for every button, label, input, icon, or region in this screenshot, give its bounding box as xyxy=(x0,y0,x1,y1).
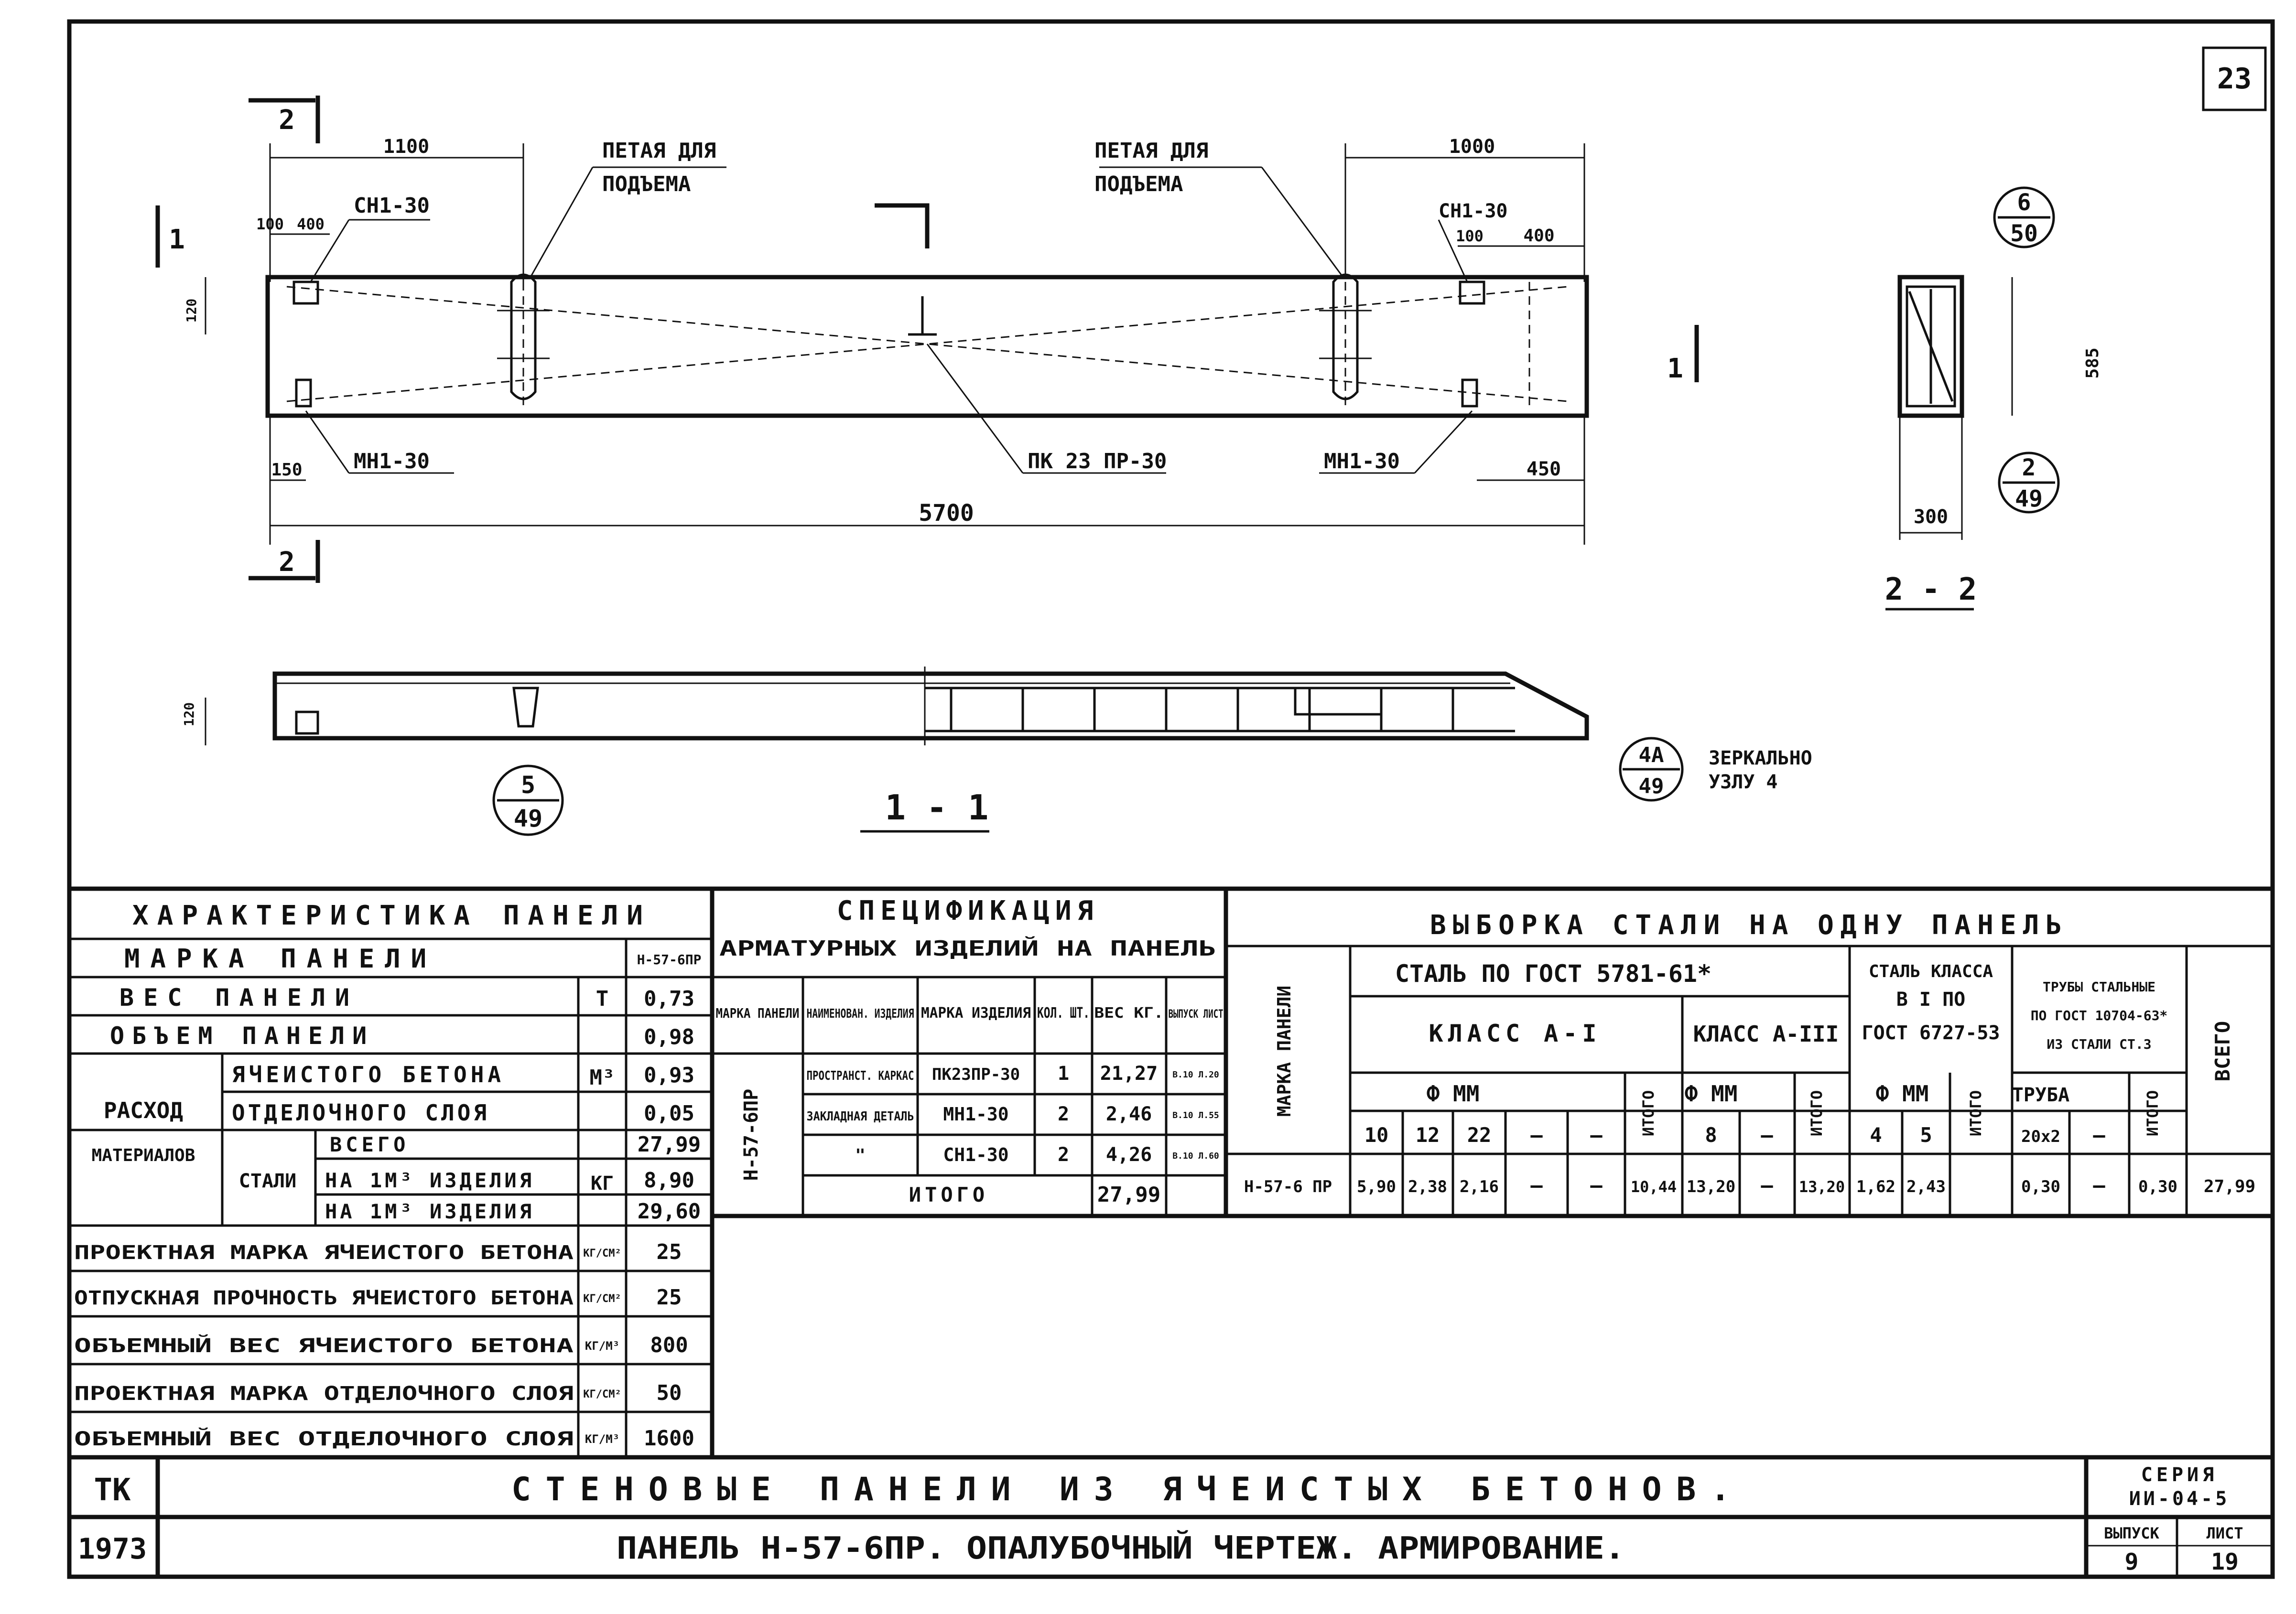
char-row-unit: КГ/М³ xyxy=(585,1432,620,1446)
title-org: ТК xyxy=(94,1473,131,1508)
dim-100-right: 100 xyxy=(1456,227,1484,245)
char-steel-unit: КГ xyxy=(590,1173,614,1194)
steel-group-b1-1: СТАЛЬ КЛАССА xyxy=(1868,962,1993,981)
steel-pipe: ТРУБА xyxy=(2012,1084,2070,1106)
section-1-1-title: 1 - 1 xyxy=(885,787,989,828)
char-steel-per-m3-label-2: НА 1М³ ИЗДЕЛИЯ xyxy=(325,1200,535,1223)
char-steel-per-m3-label-1: НА 1М³ ИЗДЕЛИЯ xyxy=(325,1169,535,1192)
spec-header: ВЫПУСК ЛИСТ xyxy=(1168,1007,1224,1021)
ref-bot-den: 49 xyxy=(2015,485,2043,512)
section-mark-1-left: 1 xyxy=(169,224,185,255)
char-volume-label: ОБЪЕМ ПАНЕЛИ xyxy=(110,1022,375,1050)
char-row-label: ОБЪЕМНЫЙ ВЕС ОТДЕЛОЧНОГО СЛОЯ xyxy=(74,1428,408,1450)
steel-group-pipe-3: ИЗ СТАЛИ СТ.3 xyxy=(2047,1036,2152,1052)
steel-grand-total: 27,99 xyxy=(2203,1177,2256,1196)
char-steel-per-m3-value-1: 8,90 xyxy=(644,1168,694,1193)
series-label: СЕРИЯ xyxy=(2141,1464,2218,1486)
spec-header: МАРКА ПАНЕЛИ xyxy=(715,1005,800,1021)
spec-row-name: ЗАКЛАДНАЯ ДЕТАЛЬ xyxy=(806,1109,914,1124)
steel-title: ВЫБОРКА СТАЛИ НА ОДНУ ПАНЕЛЬ xyxy=(1430,910,2069,941)
spec-title-2: АРМАТУРНЫХ ИЗДЕЛИЙ НА ПАНЕЛЬ xyxy=(719,936,1074,961)
loop-box xyxy=(1295,688,1381,714)
steel-group-pipe-1: ТРУБЫ СТАЛЬНЫЕ xyxy=(2042,979,2156,995)
mn-plate-left xyxy=(296,380,311,406)
char-row-unit: КГ/СМ² xyxy=(583,1248,621,1259)
char-row-label: ПРОЕКТНАЯ МАРКА ОТДЕЛОЧНОГО СЛОЯ xyxy=(74,1383,574,1405)
steel-diameter: — xyxy=(2093,1123,2105,1147)
ref-top-den: 50 xyxy=(2010,220,2038,247)
spec-total-value: 27,99 xyxy=(1097,1183,1161,1207)
spec-total-label: ИТОГО xyxy=(909,1183,989,1206)
char-steel-total-value: 27,99 xyxy=(637,1132,701,1157)
issue-value: 9 xyxy=(2124,1549,2139,1575)
steel-diameter: 4 xyxy=(1870,1123,1882,1147)
steel-diameter: 20x2 xyxy=(2021,1127,2060,1146)
steel-a1-value: 2,16 xyxy=(1460,1177,1499,1196)
char-steel-label: СТАЛИ xyxy=(238,1170,297,1192)
ref-left-den: 49 xyxy=(513,805,543,832)
steel-a1-value: — xyxy=(1590,1173,1603,1197)
char-row-unit: КГ/СМ² xyxy=(583,1388,621,1400)
spec-row-mark: СН1-30 xyxy=(943,1144,1009,1165)
char-cellular-value: 0,93 xyxy=(644,1063,694,1087)
char-row-value: 25 xyxy=(656,1285,682,1310)
series-value: ИИ-04-5 xyxy=(2129,1488,2230,1510)
steel-grand-total-header: ВСЕГО xyxy=(2211,1021,2234,1082)
char-row-value: 800 xyxy=(650,1333,688,1357)
ref-right-den: 49 xyxy=(1638,774,1664,798)
steel-b1-value: 1,62 xyxy=(1856,1177,1895,1196)
specification-table xyxy=(712,889,1226,1216)
steel-a1-total: 10,44 xyxy=(1630,1178,1677,1196)
steel-diameter: — xyxy=(1761,1123,1773,1147)
steel-a1-value: — xyxy=(1530,1173,1543,1197)
label-mn-left: МН1-30 xyxy=(354,449,430,473)
steel-diameter: 12 xyxy=(1415,1123,1440,1147)
steel-a1-value: 5,90 xyxy=(1357,1177,1396,1196)
leader-mn-left xyxy=(306,411,349,473)
steel-a1-value: 2,38 xyxy=(1408,1177,1447,1196)
char-row-label: ПРОЕКТНАЯ МАРКА ЯЧЕИСТОГО БЕТОНА xyxy=(74,1242,574,1264)
steel-pipe-value: 0,30 xyxy=(2021,1177,2060,1196)
ref-top-num: 6 xyxy=(2017,189,2031,216)
label-loop-left-1: ПЕТАЯ ДЛЯ xyxy=(602,139,716,163)
sheet-number: 23 xyxy=(2217,62,2252,96)
steel-table xyxy=(1226,889,2273,1216)
spec-row-qty: 2 xyxy=(1057,1144,1070,1166)
char-title: ХАРАКТЕРИСТИКА ПАНЕЛИ xyxy=(132,900,652,931)
spec-row-name: " xyxy=(855,1146,866,1165)
loop-section xyxy=(514,688,538,726)
ref-left-num: 5 xyxy=(520,771,536,799)
sheet-label: ЛИСТ xyxy=(2206,1524,2243,1542)
title-main: СТЕНОВЫЕ ПАНЕЛИ ИЗ ЯЧЕИСТЫХ БЕТОНОВ. xyxy=(511,1471,1730,1508)
mirror-note-1: ЗЕРКАЛЬНО xyxy=(1709,747,1812,769)
steel-a3-total: 13,20 xyxy=(1798,1178,1845,1196)
char-row-unit: КГ/М³ xyxy=(585,1339,620,1353)
dim-400-left: 400 xyxy=(297,215,325,233)
lifting-loop-left xyxy=(497,268,550,411)
dim-300: 300 xyxy=(1913,506,1949,528)
steel-group-b1-2: В I ПО xyxy=(1896,989,1966,1011)
label-cn-left: СН1-30 xyxy=(354,194,430,218)
char-consumption-2: МАТЕРИАЛОВ xyxy=(91,1146,195,1165)
section-1-1 xyxy=(181,667,1812,835)
spec-row-weight: 21,27 xyxy=(1100,1063,1158,1085)
steel-diameter: — xyxy=(1590,1123,1603,1147)
spec-row-mark: МН1-30 xyxy=(943,1104,1009,1125)
leader-loop-left xyxy=(531,167,593,277)
char-weight-unit: Т xyxy=(596,987,609,1011)
section-arrow-top xyxy=(875,205,927,248)
mirror-note-2: УЗЛУ 4 xyxy=(1709,771,1778,793)
issue-label: ВЫПУСК xyxy=(2104,1524,2159,1542)
steel-class-a1: КЛАСС А-I xyxy=(1429,1020,1602,1047)
steel-diameter: 8 xyxy=(1705,1123,1717,1147)
char-row-value: 25 xyxy=(656,1240,682,1264)
spec-header: НАИМЕНОВАН. ИЗДЕЛИЯ xyxy=(806,1007,914,1021)
steel-class-a3: КЛАСС А-III xyxy=(1693,1021,1839,1047)
char-consumption-1: РАСХОД xyxy=(103,1098,184,1123)
steel-group-gost: СТАЛЬ ПО ГОСТ 5781-61* xyxy=(1395,960,1712,988)
spec-header: КОЛ. ШТ. xyxy=(1037,1005,1090,1022)
label-loop-right-1: ПЕТАЯ ДЛЯ xyxy=(1094,139,1209,163)
spec-row-qty: 2 xyxy=(1057,1103,1070,1125)
char-volume-value: 0,98 xyxy=(644,1025,694,1049)
steel-total-a3: ИТОГО xyxy=(1808,1090,1826,1137)
char-mark-label: МАРКА ПАНЕЛИ xyxy=(124,944,437,974)
char-row-unit: КГ/СМ² xyxy=(583,1293,621,1305)
cn-plate-left xyxy=(294,282,318,303)
dim-150: 150 xyxy=(271,460,303,480)
steel-pipe-total: 0,30 xyxy=(2138,1177,2177,1196)
label-pk: ПК 23 ПР-30 xyxy=(1028,449,1167,473)
leader-pk xyxy=(927,344,1023,473)
dim-100-left: 100 xyxy=(256,215,284,233)
steel-phi-a1: Ф ММ xyxy=(1426,1081,1480,1107)
title-block xyxy=(69,1457,2273,1577)
steel-total-a1: ИТОГО xyxy=(1639,1090,1657,1137)
char-mark-value: Н-57-6ПР xyxy=(637,952,702,968)
title-year: 1973 xyxy=(77,1532,147,1566)
spec-panel-mark: Н-57-6ПР xyxy=(740,1088,762,1181)
steel-total-b1: ИТОГО xyxy=(1967,1090,1985,1137)
spec-header: ВЕС КГ. xyxy=(1094,1005,1164,1022)
panel-outline-plan xyxy=(268,277,1587,416)
steel-total-pipe: ИТОГО xyxy=(2144,1090,2162,1137)
steel-b1-value: 2,43 xyxy=(1906,1177,1946,1196)
label-cn-right: СН1-30 xyxy=(1439,200,1508,222)
section-2-2-title: 2 - 2 xyxy=(1884,572,1977,607)
dim-5700: 5700 xyxy=(919,500,974,527)
char-row-label: ОБЪЕМНЫЙ ВЕС ЯЧЕИСТОГО БЕТОНА xyxy=(74,1335,408,1357)
spec-row-ref: В.10 Л.20 xyxy=(1172,1070,1219,1080)
char-steel-total-label: ВСЕГО xyxy=(330,1133,410,1156)
characteristics-table xyxy=(69,889,712,1457)
dim-left-section: 120 xyxy=(181,702,197,727)
char-finish-value: 0,05 xyxy=(644,1101,694,1126)
lifting-loop-right xyxy=(1319,268,1372,411)
section-mark-1-right: 1 xyxy=(1667,353,1683,384)
spec-row-mark: ПК23ПР-30 xyxy=(931,1065,1020,1084)
steel-group-b1-3: ГОСТ 6727-53 xyxy=(1862,1022,2000,1044)
dim-400-right: 400 xyxy=(1523,226,1555,246)
spec-row-weight: 4,26 xyxy=(1105,1144,1152,1166)
dim-585: 585 xyxy=(2083,347,2102,379)
dim-side: 120 xyxy=(184,298,199,323)
char-row-label: ОТПУСКНАЯ ПРОЧНОСТЬ ЯЧЕИСТОГО БЕТОНА xyxy=(74,1287,574,1309)
spec-row-weight: 2,46 xyxy=(1105,1103,1152,1125)
char-row-value: 1600 xyxy=(644,1426,694,1451)
spec-row-qty: 1 xyxy=(1057,1063,1070,1085)
spec-header: МАРКА ИЗДЕЛИЯ xyxy=(921,1005,1031,1022)
dim-1100: 1100 xyxy=(383,136,430,158)
char-steel-per-m3-value-2: 29,60 xyxy=(637,1199,701,1224)
char-volume-unit: М³ xyxy=(589,1065,615,1090)
steel-diameter: 10 xyxy=(1364,1123,1389,1147)
sheet-value: 19 xyxy=(2211,1549,2239,1575)
section-mark-2-top: 2 xyxy=(279,105,295,136)
embedded-plate xyxy=(296,712,318,733)
steel-pipe-value: — xyxy=(2093,1173,2105,1197)
label-mn-right: МН1-30 xyxy=(1324,449,1400,473)
char-cellular-label: ЯЧЕИСТОГО БЕТОНА xyxy=(232,1062,505,1087)
steel-phi-a3: Ф ММ xyxy=(1684,1081,1738,1107)
dim-450: 450 xyxy=(1526,458,1561,480)
steel-group-pipe-2: ПО ГОСТ 10704-63* xyxy=(2030,1008,2168,1023)
char-weight-label: ВЕС ПАНЕЛИ xyxy=(119,984,359,1011)
title-sub: ПАНЕЛЬ Н-57-6ПР. ОПАЛУБОЧНЫЙ ЧЕРТЕЖ. АРМИРОВАНИЕ. xyxy=(617,1531,1519,1566)
steel-a3-value: 13,20 xyxy=(1686,1177,1736,1196)
dim-1000: 1000 xyxy=(1449,136,1495,158)
ref-right-num: 4А xyxy=(1638,743,1664,767)
spec-row-ref: В.10 Л.60 xyxy=(1172,1151,1219,1161)
steel-diameter: 22 xyxy=(1467,1123,1492,1147)
steel-a3-value: — xyxy=(1761,1173,1773,1197)
spec-row-name: ПРОСТРАНСТ. КАРКАС xyxy=(806,1069,914,1083)
plan-view xyxy=(158,96,1697,583)
cn-plate-right xyxy=(1460,282,1484,303)
leader-loop-right xyxy=(1262,167,1343,277)
steel-mark-header: МАРКА ПАНЕЛИ xyxy=(1274,985,1295,1117)
spec-row-ref: В.10 Л.55 xyxy=(1172,1110,1219,1120)
label-loop-right-2: ПОДЪЕМА xyxy=(1094,172,1183,196)
ref-bot-num: 2 xyxy=(2022,454,2036,481)
section-mark-2-bottom: 2 xyxy=(279,547,295,578)
leader-mn-right xyxy=(1415,411,1472,473)
steel-diameter: 5 xyxy=(1920,1123,1932,1147)
char-weight-value: 0,73 xyxy=(644,987,694,1011)
char-row-value: 50 xyxy=(656,1381,682,1405)
steel-diameter: — xyxy=(1530,1123,1543,1147)
spec-title-1: СПЕЦИФИКАЦИЯ xyxy=(836,895,1099,926)
label-loop-left-2: ПОДЪЕМА xyxy=(602,172,691,196)
section-2-2 xyxy=(1885,188,2102,609)
char-finish-label: ОТДЕЛОЧНОГО СЛОЯ xyxy=(232,1100,490,1126)
steel-row-mark: Н-57-6 ПР xyxy=(1244,1177,1332,1196)
steel-phi-b1: Ф ММ xyxy=(1875,1081,1929,1107)
